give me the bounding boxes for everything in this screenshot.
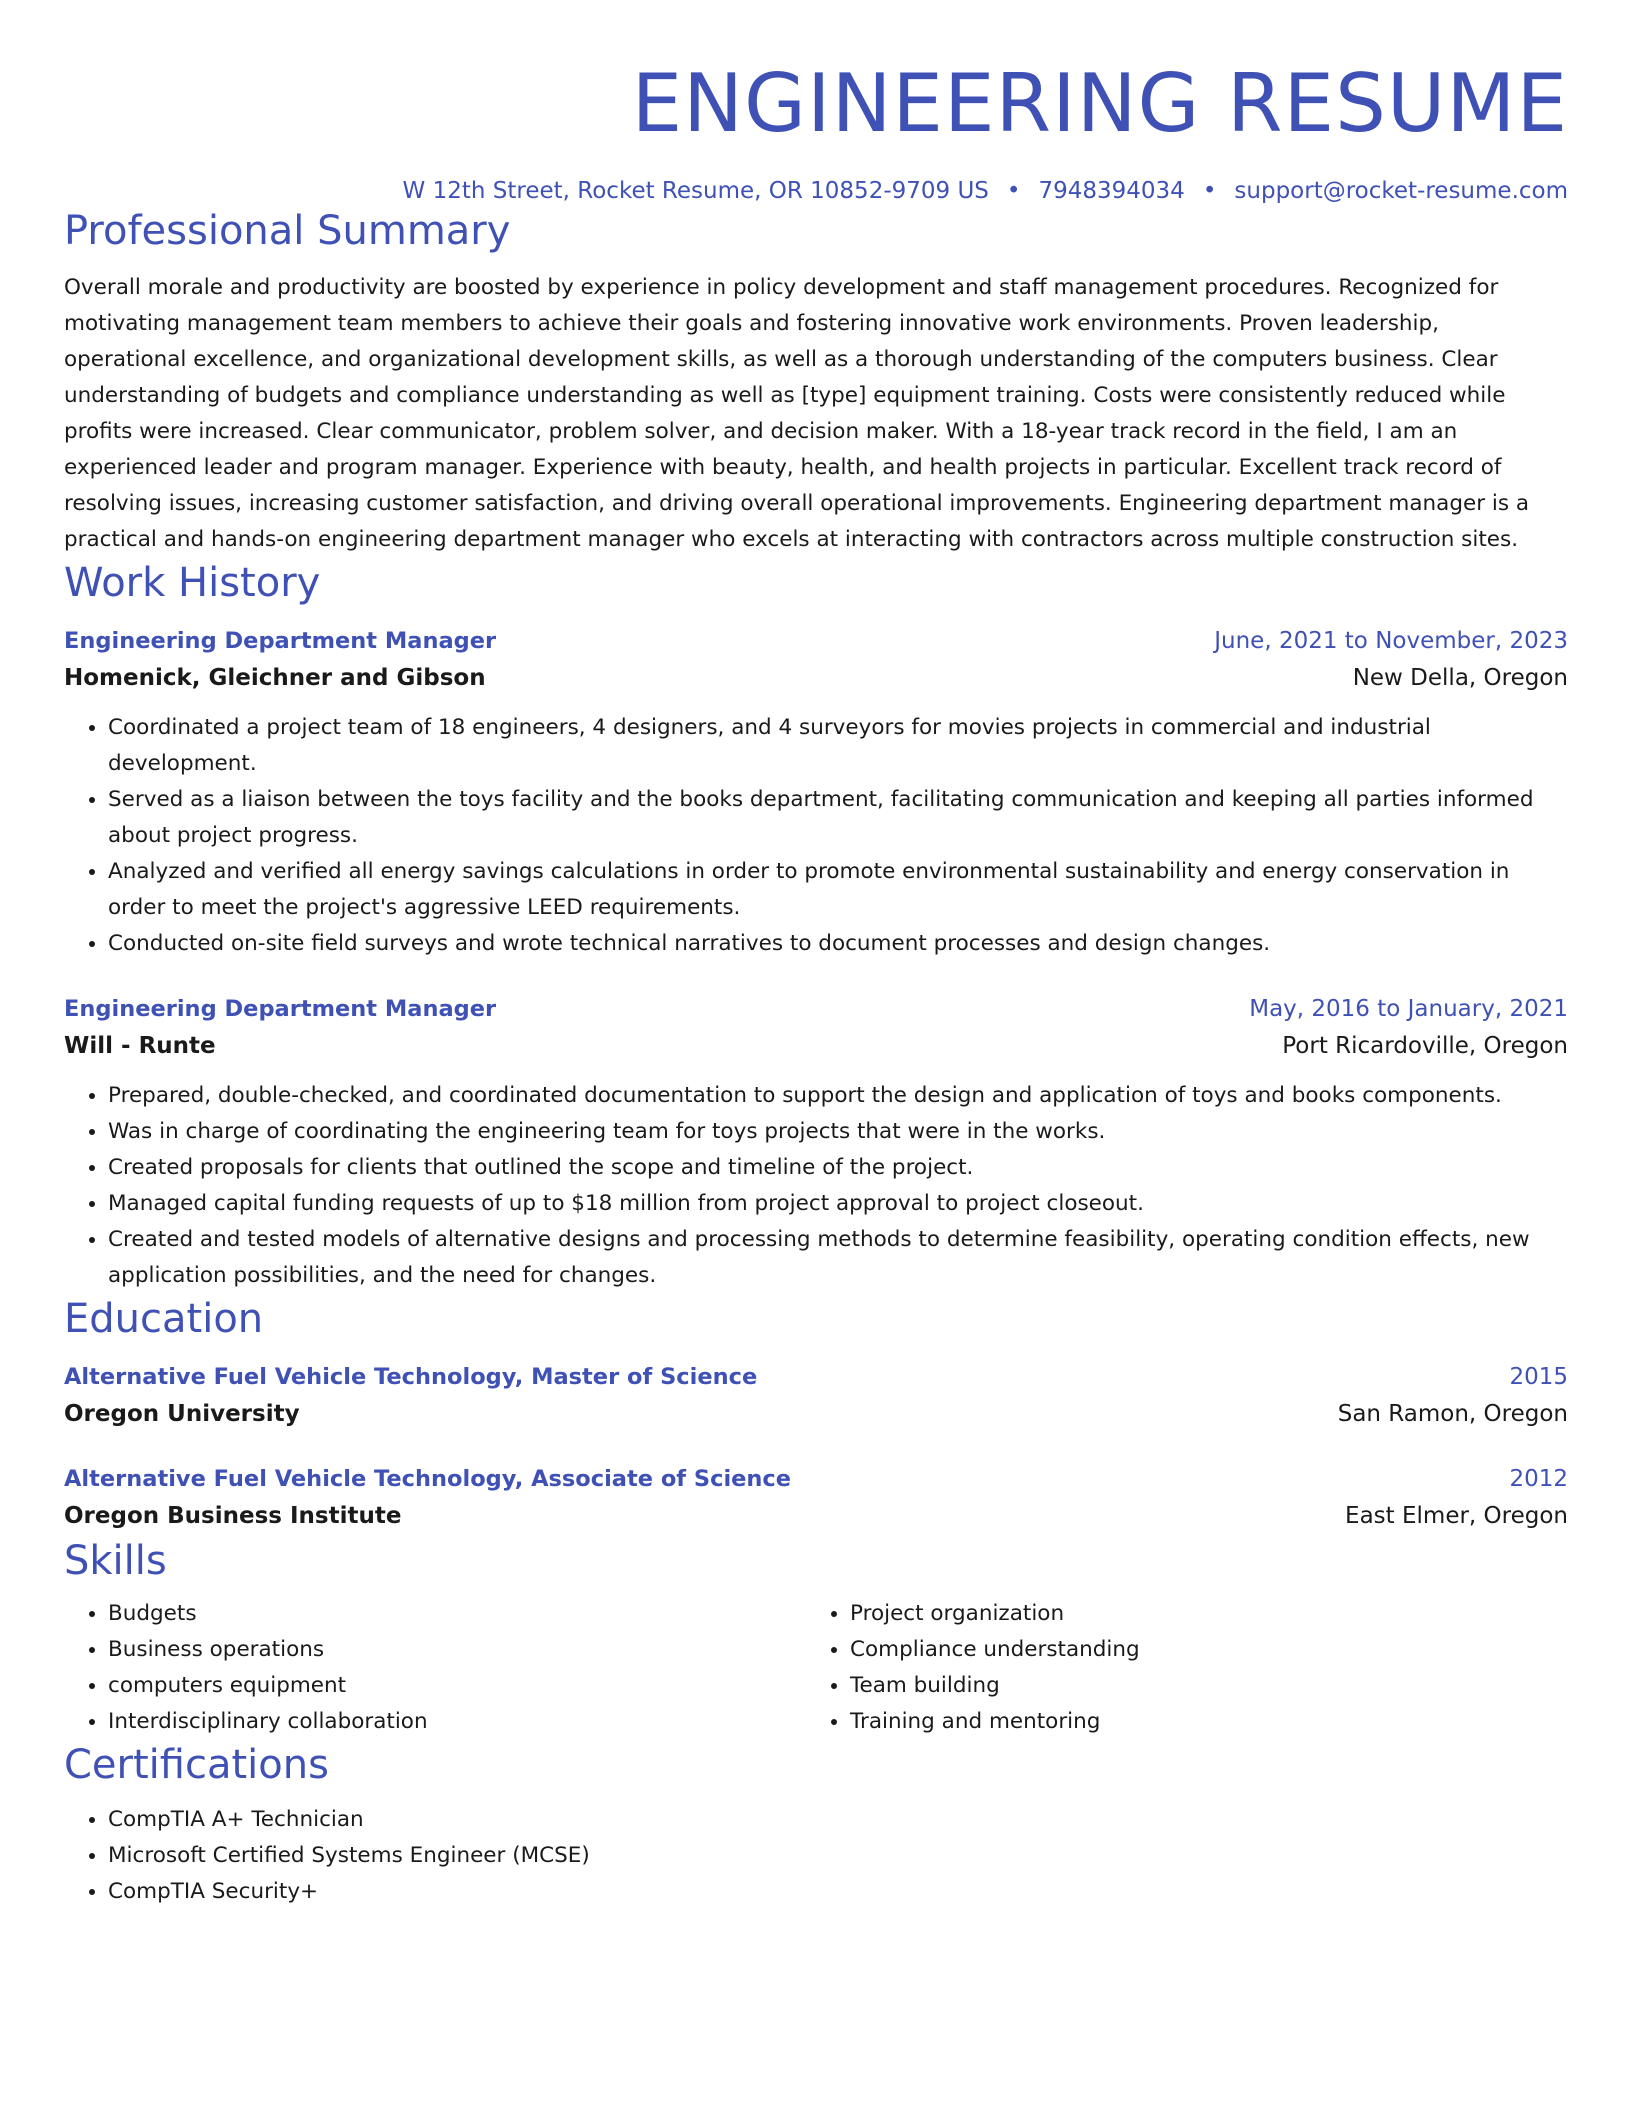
contact-separator: • <box>1202 178 1217 204</box>
skills-grid <box>64 1596 1568 1740</box>
section-title-summary: Professional Summary <box>64 208 511 254</box>
skill-item: • Budgets <box>108 1596 806 1632</box>
education-location: San Ramon, Oregon <box>1337 1401 1568 1427</box>
job-role: Engineering Department Manager <box>64 996 497 1022</box>
job-bullet: • Created proposals for clients that outlined the scope and timeline of the project. <box>108 1150 1568 1186</box>
job-entry <box>64 624 1568 962</box>
certification-item: • Microsoft Certified Systems Engineer (MCSE) <box>108 1838 1568 1874</box>
job-bullet: • Prepared, double-checked, and coordinated documentation to support the design and application of toys and books components. <box>108 1078 1568 1114</box>
job-bullet: • Conducted on-site field surveys and wrote technical narratives to document processes and design changes. <box>108 926 1568 962</box>
education-school: Oregon Business Institute <box>64 1503 402 1529</box>
contact-email[interactable]: support@rocket-resume.com <box>1234 178 1568 204</box>
job-bullets <box>64 710 1568 962</box>
resume-title: ENGINEERING RESUME <box>631 57 1568 150</box>
resume-page <box>64 0 1568 1910</box>
skill-item: • Compliance understanding <box>850 1632 1548 1668</box>
job-dates: June, 2021 to November, 2023 <box>1214 628 1568 654</box>
job-role: Engineering Department Manager <box>64 628 497 654</box>
education-school: Oregon University <box>64 1401 300 1427</box>
job-company: Homenick, Gleichner and Gibson <box>64 665 486 691</box>
section-title-education: Education <box>64 1296 264 1342</box>
education-entry <box>64 1462 1568 1536</box>
education-year: 2012 <box>1509 1466 1568 1492</box>
skill-item: • Training and mentoring <box>850 1704 1548 1740</box>
skill-item: • Team building <box>850 1668 1548 1704</box>
contact-separator: • <box>1006 178 1021 204</box>
job-bullet: • Analyzed and verified all energy savings calculations in order to promote environmental sustainability and energy conservation in order to meet the project's aggressive LEED requirements. <box>108 854 1568 926</box>
section-title-work-history: Work History <box>64 560 321 606</box>
job-bullet: • Was in charge of coordinating the engineering team for toys projects that were in the works. <box>108 1114 1568 1150</box>
job-location: Port Ricardoville, Oregon <box>1282 1033 1568 1059</box>
job-bullet: • Created and tested models of alternative designs and processing methods to determine feasibility, operating condition effects, new application possibilities, and the need for changes. <box>108 1222 1568 1294</box>
job-bullet: • Served as a liaison between the toys facility and the books department, facilitating communication and keeping all parties informed about project progress. <box>108 782 1568 854</box>
job-location: New Della, Oregon <box>1352 665 1568 691</box>
education-degree: Alternative Fuel Vehicle Technology, Master of Science <box>64 1364 758 1390</box>
certification-item: • CompTIA A+ Technician <box>108 1802 1568 1838</box>
skill-item: • computers equipment <box>108 1668 806 1704</box>
job-entry <box>64 992 1568 1294</box>
summary-text: Overall morale and productivity are boosted by experience in policy development and staff management procedures. Recognized for motivating management team members to achieve their goals and fostering innovative work environments. Proven leadership, operational excellence, and organizational development skills, as well as a thorough understanding of the computers business. Clear understanding of budgets and compliance understanding as well as [type] equipment training. Costs were consistently reduced while profits were increased. Clear communicator, problem solver, and decision maker. With a 18-year track record in the field, I am an experienced leader and program manager. Experience with beauty, health, and health projects in particular. Excellent track record of resolving issues, increasing customer satisfaction, and driving overall operational improvements. Engineering department manager is a practical and hands-on engineering department manager who excels at interacting with contractors across multiple construction sites. <box>64 275 1530 552</box>
skill-item: • Business operations <box>108 1632 806 1668</box>
job-bullet: • Coordinated a project team of 18 engineers, 4 designers, and 4 surveyors for movies projects in commercial and industrial development. <box>108 710 1568 782</box>
contact-phone: 7948394034 <box>1038 178 1185 204</box>
education-location: East Elmer, Oregon <box>1345 1503 1568 1529</box>
job-company: Will - Runte <box>64 1033 216 1059</box>
education-entry <box>64 1360 1568 1434</box>
skills-list-left <box>64 1596 806 1740</box>
job-bullets <box>64 1078 1568 1294</box>
job-bullet: • Managed capital funding requests of up to $18 million from project approval to project closeout. <box>108 1186 1568 1222</box>
education-degree: Alternative Fuel Vehicle Technology, Associate of Science <box>64 1466 792 1492</box>
skill-item: • Project organization <box>850 1596 1548 1632</box>
skill-item: • Interdisciplinary collaboration <box>108 1704 806 1740</box>
certification-item: • CompTIA Security+ <box>108 1874 1568 1910</box>
section-title-certifications: Certifications <box>64 1742 329 1788</box>
education-year: 2015 <box>1509 1364 1568 1390</box>
certifications-list <box>64 1802 1568 1910</box>
contact-line <box>64 176 1568 206</box>
section-title-skills: Skills <box>64 1538 167 1584</box>
job-dates: May, 2016 to January, 2021 <box>1249 996 1568 1022</box>
skills-list-right <box>806 1596 1548 1740</box>
contact-address: W 12th Street, Rocket Resume, OR 10852-9709 US <box>402 178 989 204</box>
